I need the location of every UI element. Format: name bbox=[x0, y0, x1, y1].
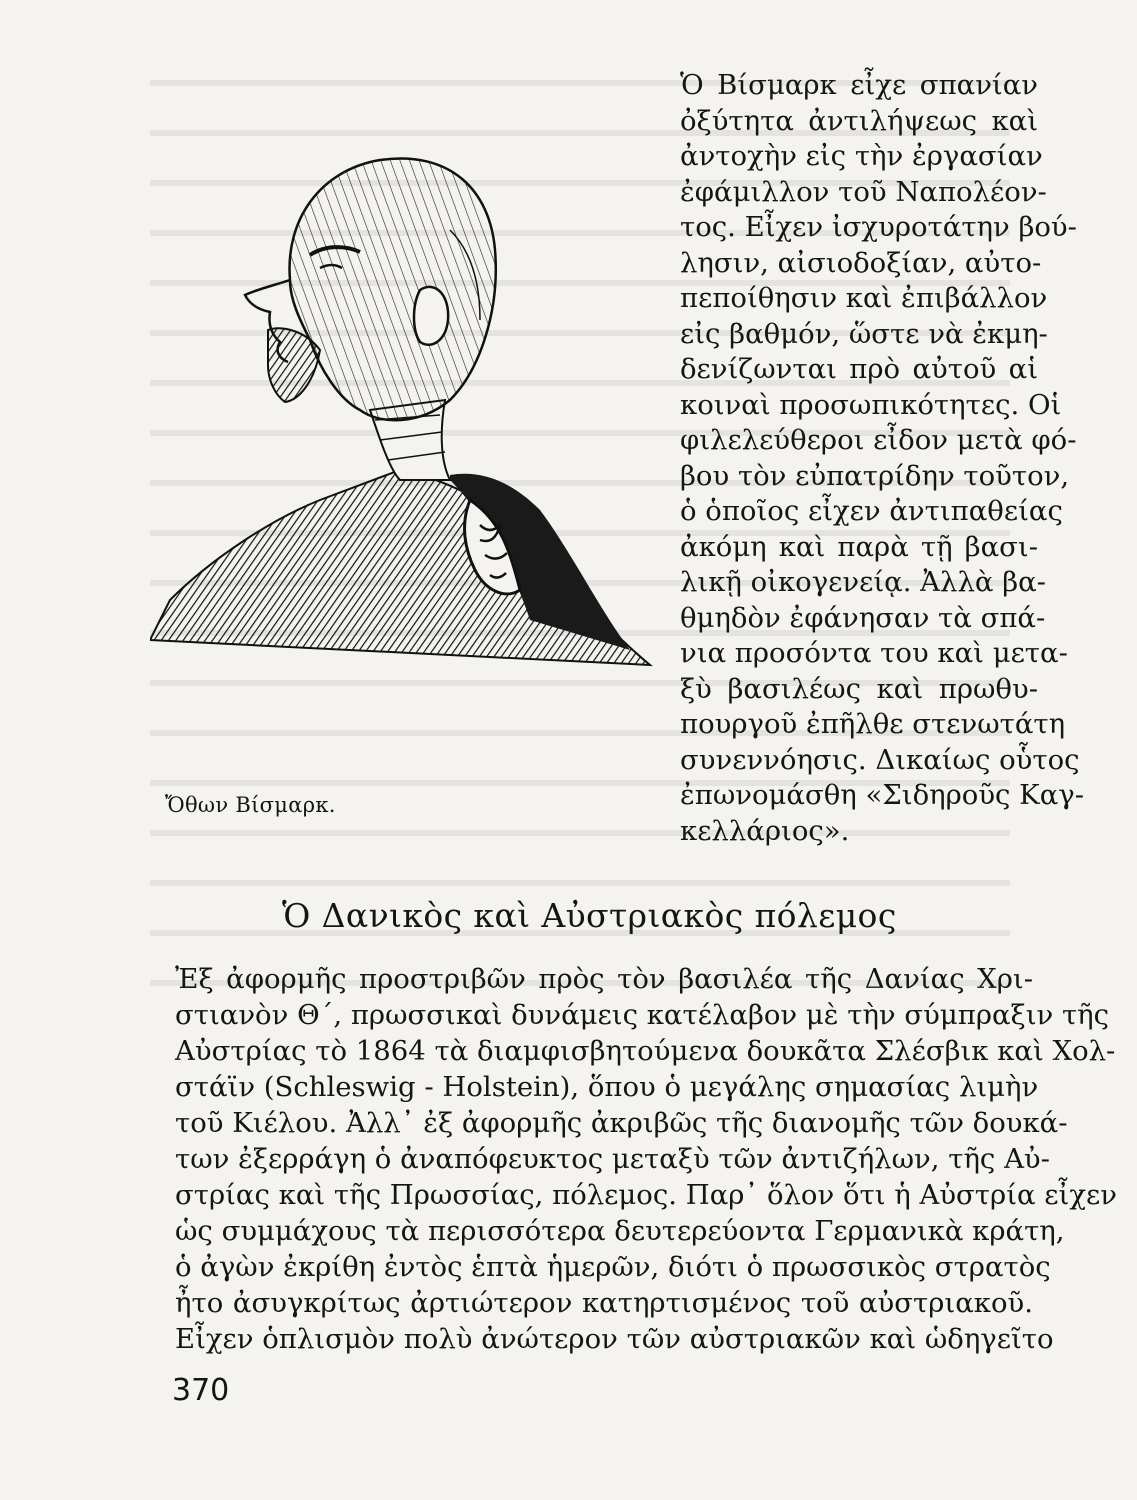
section-heading: Ὁ Δανικὸς καὶ Αὐστριακὸς πόλεμος bbox=[282, 896, 897, 935]
text-line: των ἐξερράγη ὁ ἀναπόφευκτος μεταξὺ τῶν ἀντιζήλων, τῆς Αὐ- bbox=[175, 1143, 1050, 1175]
text-line: λησιν, αἰσιοδοξίαν, αὐτο- bbox=[680, 246, 1042, 279]
text-line: ξὺ βασιλέως καὶ πρωθυ- bbox=[680, 672, 1038, 705]
text-line: κελλάριος». bbox=[680, 814, 850, 847]
text-line: νια προσόντα του καὶ μετα- bbox=[680, 637, 1068, 669]
text-line: Αὐστρίας τὸ 1864 τὰ διαμφισβητούμενα δουκᾶτα Σλέσβικ καὶ Χολ- bbox=[175, 1035, 1116, 1067]
portrait-caption: Ὄθων Βίσμαρκ. bbox=[165, 793, 336, 817]
bismarck-portrait-illustration bbox=[150, 80, 670, 680]
text-line: πουργοῦ ἐπῆλθε στενωτάτη bbox=[680, 708, 1066, 740]
text-line: Εἶχεν ὁπλισμὸν πολὺ ἀνώτερον τῶν αὐστριακῶν καὶ ὡδηγεῖτο bbox=[175, 1323, 1054, 1355]
section-paragraph bbox=[175, 961, 1117, 1357]
engraving-image bbox=[150, 80, 670, 680]
text-line: ἀντοχὴν εἰς τὴν ἐργασίαν bbox=[680, 140, 1043, 172]
sidebar-paragraph bbox=[680, 68, 1085, 849]
text-line: ἦτο ἀσυγκρίτως ἀρτιώτερον κατηρτισμένος τοῦ αὐστριακοῦ. bbox=[175, 1287, 1033, 1319]
text-line: τοῦ Κιέλου. Ἀλλ᾽ ἐξ ἀφορμῆς ἀκριβῶς τῆς διανομῆς τῶν δουκά- bbox=[175, 1107, 1068, 1139]
text-line: θμηδὸν ἐφάνησαν τὰ σπά- bbox=[680, 601, 1046, 634]
text-line: τος. Εἶχεν ἰσχυροτάτην βού- bbox=[680, 211, 1077, 243]
page-number: 370 bbox=[172, 1373, 230, 1408]
text-line: ὀξύτητα ἀντιλήψεως καὶ bbox=[680, 104, 1038, 137]
text-line: ἀκόμη καὶ παρὰ τῇ βασι- bbox=[680, 530, 1038, 563]
text-line: ἐφάμιλλον τοῦ Ναπολέον- bbox=[680, 175, 1047, 208]
text-line: συνεννόησις. Δικαίως οὗτος bbox=[680, 743, 1080, 776]
text-line: κοιναὶ προσωπικότητες. Οἱ bbox=[680, 388, 1062, 421]
text-line: ὁ ὁποῖος εἶχεν ἀντιπαθείας bbox=[680, 495, 1063, 527]
text-line: πεποίθησιν καὶ ἐπιβάλλον bbox=[680, 282, 1048, 314]
text-line: Ὁ Βίσμαρκ εἶχε σπανίαν bbox=[680, 69, 1038, 101]
text-line: βου τὸν εὐπατρίδην τοῦτον, bbox=[680, 459, 1070, 492]
text-line: φιλελεύθεροι εἶδον μετὰ φό- bbox=[680, 424, 1077, 456]
text-line: στιανὸν Θ΄, πρωσσικαὶ δυνάμεις κατέλαβον μὲ τὴν σύμπραξιν τῆς bbox=[175, 999, 1110, 1031]
text-line: εἰς βαθμόν, ὥστε νὰ ἐκμη- bbox=[680, 317, 1048, 350]
text-line: Ἐξ ἀφορμῆς προστριβῶν πρὸς τὸν βασιλέα τῆς Δανίας Χρι- bbox=[175, 963, 1033, 995]
text-line: στρίας καὶ τῆς Πρωσσίας, πόλεμος. Παρ᾽ ὅλον ὅτι ἡ Αὐστρία εἶχεν bbox=[175, 1179, 1117, 1211]
text-line: ἐπωνομάσθη «Σιδηροῦς Καγ- bbox=[680, 779, 1085, 811]
text-line: στάϊν (Schleswig - Holstein), ὅπου ὁ μεγάλης σημασίας λιμὴν bbox=[175, 1071, 1039, 1103]
text-line: λικῇ οἰκογενείᾳ. Ἀλλὰ βα- bbox=[680, 566, 1046, 598]
text-line: ὡς συμμάχους τὰ περισσότερα δευτερεύοντα Γερμανικὰ κράτη, bbox=[175, 1215, 1065, 1247]
text-line: δενίζωνται πρὸ αὐτοῦ αἱ bbox=[680, 353, 1038, 385]
text-line: ὁ ἀγὼν ἐκρίθη ἐντὸς ἑπτὰ ἡμερῶν, διότι ὁ πρωσσικὸς στρατὸς bbox=[175, 1251, 1051, 1283]
